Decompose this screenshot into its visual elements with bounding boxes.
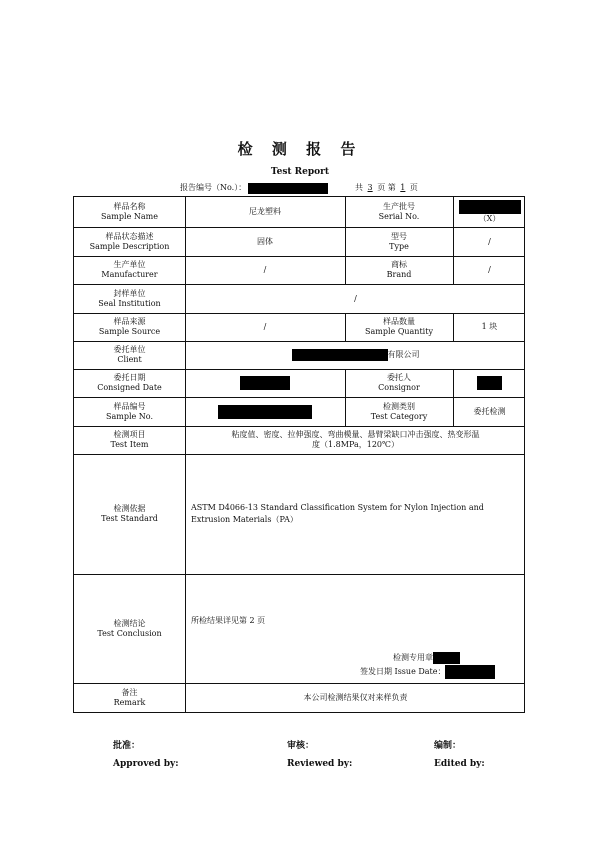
label-en: Type bbox=[389, 241, 409, 251]
test-item-line2: 度（1.8MPa，120℃） bbox=[312, 440, 399, 449]
report-subtitle: Test Report bbox=[270, 167, 330, 177]
label-sample-name bbox=[74, 197, 185, 227]
value-remark: 本公司检测结果仅对来样负责 bbox=[303, 693, 408, 702]
label-cn: 样品编号 bbox=[113, 401, 146, 411]
label-cn: 样品数量 bbox=[383, 317, 415, 326]
label-en: Seal Institution bbox=[98, 298, 161, 308]
current-page: 1 bbox=[400, 183, 406, 192]
edited-cn: 编制： bbox=[434, 741, 462, 751]
label-en: Sample Quantity bbox=[365, 327, 433, 336]
label-client bbox=[74, 341, 185, 369]
reviewed-en: Reviewed by: bbox=[287, 759, 353, 769]
label-test-conclusion bbox=[74, 574, 185, 683]
issue-date-line bbox=[360, 665, 495, 679]
page-prefix: 共 bbox=[355, 183, 363, 192]
label-cn: 生产单位 bbox=[113, 260, 146, 269]
label-cn: 委托日期 bbox=[113, 373, 146, 382]
value-test-category: 委托检测 bbox=[473, 406, 506, 416]
value-manufacturer: / bbox=[263, 265, 267, 274]
label-test-item bbox=[74, 426, 185, 454]
label-en: Test Item bbox=[110, 440, 149, 449]
redaction-block bbox=[292, 349, 388, 361]
label-cn: 样品状态描述 bbox=[105, 231, 154, 241]
label-test-category bbox=[345, 397, 453, 426]
report-table bbox=[73, 196, 525, 713]
label-en: Sample No. bbox=[105, 411, 153, 421]
page-mid: 页 第 bbox=[377, 183, 396, 192]
report-title: 检 测 报 告 bbox=[237, 140, 363, 158]
label-en: Sample Source bbox=[98, 327, 161, 336]
redaction-block bbox=[248, 183, 328, 194]
label-cn: 商标 bbox=[391, 260, 407, 269]
approved-cn: 批准： bbox=[113, 741, 141, 751]
label-cn: 型号 bbox=[391, 231, 407, 241]
label-en: Serial No. bbox=[378, 212, 420, 221]
serial-suffix: （X） bbox=[478, 214, 501, 223]
issue-date-label: 签发日期 Issue Date： bbox=[360, 667, 446, 676]
approved-en: Approved by: bbox=[113, 759, 179, 769]
label-en: Consigned Date bbox=[97, 383, 162, 392]
value-consignor bbox=[453, 369, 526, 397]
label-test-standard bbox=[74, 454, 185, 574]
value-test-standard bbox=[185, 454, 526, 574]
label-cn: 样品来源 bbox=[113, 317, 146, 326]
value-seal-institution: / bbox=[354, 293, 357, 303]
value-consigned-date bbox=[185, 369, 345, 397]
page-suffix: 页 bbox=[409, 183, 418, 192]
test-item-line1: 粘度值、密度、拉伸强度、弯曲模量、悬臂梁缺口冲击强度、热变形温 bbox=[231, 430, 480, 439]
test-standard-line1: ASTM D4066-13 Standard Classification System for Nylon Injection and bbox=[191, 503, 484, 512]
label-en: Sample Description bbox=[89, 241, 170, 251]
value-sample-source: / bbox=[263, 322, 267, 331]
label-cn: 检测项目 bbox=[113, 430, 146, 439]
redaction-block bbox=[433, 652, 460, 664]
redaction-block bbox=[240, 376, 290, 390]
value-brand: / bbox=[488, 265, 491, 274]
value-type: / bbox=[488, 236, 491, 246]
label-cn: 委托单位 bbox=[113, 345, 146, 354]
label-consignor bbox=[345, 369, 453, 397]
label-sample-source bbox=[74, 313, 185, 341]
report-number-label: 报告编号（No.）： bbox=[180, 183, 247, 192]
label-sample-quantity bbox=[345, 313, 453, 341]
label-brand bbox=[345, 256, 453, 284]
value-sample-description: 固体 bbox=[257, 236, 273, 246]
label-en: Remark bbox=[113, 698, 146, 707]
seal-label: 检测专用章 bbox=[393, 653, 433, 662]
redaction-block bbox=[477, 376, 502, 390]
label-type bbox=[345, 227, 453, 256]
label-en: Brand bbox=[386, 270, 412, 279]
label-en: Manufacturer bbox=[101, 270, 158, 279]
value-sample-no bbox=[185, 397, 345, 426]
label-cn: 委托人 bbox=[387, 373, 411, 382]
reviewed-cn: 审核： bbox=[287, 741, 315, 751]
edited-en: Edited by: bbox=[434, 759, 485, 769]
value-serial-no bbox=[453, 197, 526, 227]
report-number bbox=[180, 182, 328, 194]
label-cn: 封样单位 bbox=[113, 288, 146, 298]
label-en: Test Conclusion bbox=[97, 628, 162, 638]
redaction-block bbox=[459, 200, 521, 214]
label-en: Sample Name bbox=[101, 212, 158, 221]
label-sample-description bbox=[74, 227, 185, 256]
value-test-conclusion: 所检结果详见第 2 页 bbox=[191, 616, 266, 625]
client-suffix: 有限公司 bbox=[387, 350, 420, 359]
label-cn: 生产批号 bbox=[383, 202, 415, 211]
label-consigned-date bbox=[74, 369, 185, 397]
seal-line bbox=[393, 652, 460, 664]
label-seal-institution bbox=[74, 284, 185, 313]
label-en: Test Standard bbox=[101, 514, 158, 523]
redaction-block bbox=[445, 665, 495, 679]
approved-by bbox=[113, 737, 179, 773]
label-en: Client bbox=[117, 355, 142, 364]
page-counter bbox=[355, 182, 418, 193]
label-cn: 备注 bbox=[121, 688, 138, 697]
label-en: Test Category bbox=[370, 411, 428, 421]
value-sample-name: 尼龙塑料 bbox=[249, 207, 281, 216]
value-test-item bbox=[185, 426, 526, 454]
value-client bbox=[185, 341, 526, 369]
total-pages: 3 bbox=[367, 183, 373, 192]
test-standard-line2: Extrusion Materials（PA） bbox=[191, 515, 298, 524]
redaction-block bbox=[218, 405, 312, 419]
label-serial-no bbox=[345, 197, 453, 227]
label-cn: 检测类别 bbox=[383, 401, 415, 411]
value-sample-quantity: 1 块 bbox=[481, 322, 498, 331]
label-cn: 检测依据 bbox=[113, 504, 146, 513]
label-manufacturer bbox=[74, 256, 185, 284]
label-remark bbox=[74, 683, 185, 713]
reviewed-by bbox=[287, 737, 352, 773]
label-cn: 样品名称 bbox=[113, 202, 146, 211]
edited-by bbox=[434, 737, 485, 773]
label-cn: 检测结论 bbox=[113, 618, 146, 628]
label-sample-no bbox=[74, 397, 185, 426]
label-en: Consignor bbox=[378, 383, 420, 392]
